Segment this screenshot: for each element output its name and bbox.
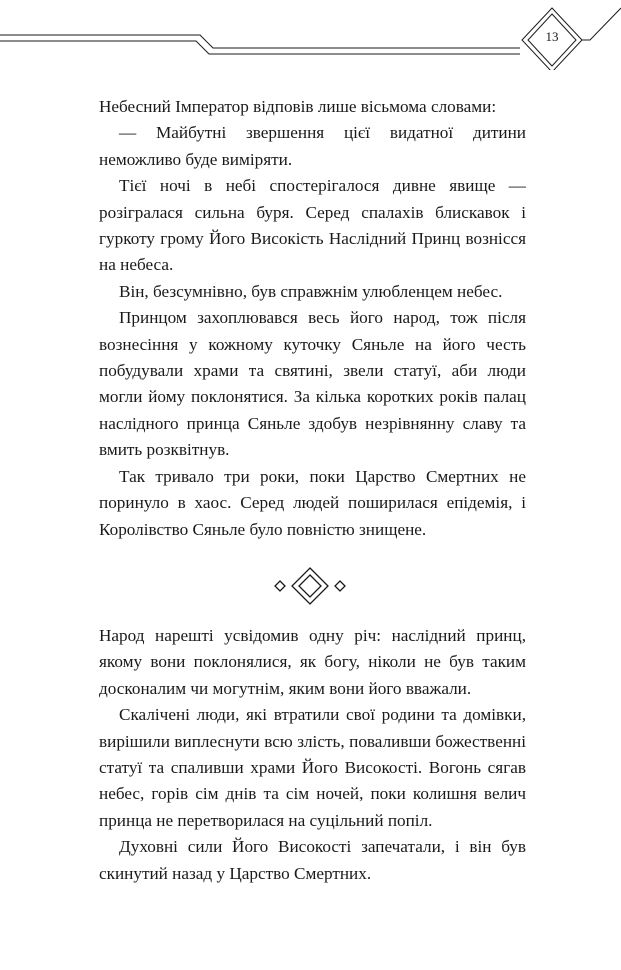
text-section-1	[99, 94, 526, 543]
paragraph: Скалічені люди, які втратили свої родини та домівки, вирішили виплеснути всю злість, поваливши божественні статуї та спаливши храми Його Високості. Вогонь сягав небес, горів сім днів та сім ночей, поки колишня велич принца не перетворилася на суцільний попіл.	[99, 705, 526, 830]
header-rule	[0, 0, 621, 70]
page-number: 13	[545, 29, 559, 44]
paragraph: — Майбутні звершення цієї видатної дитини неможливо буде виміряти.	[99, 123, 526, 169]
paragraph: Небесний Імператор відповів лише вісьмома словами:	[99, 97, 497, 116]
paragraph: Духовні сили Його Високості запечатали, і він був скинутий назад у Царство Смертних.	[99, 837, 526, 883]
paragraph: Так тривало три роки, поки Царство Смертних не поринуло в хаос. Серед людей поширилася епідемія, і Королівство Сяньле було повністю знищене.	[99, 466, 526, 539]
paragraph: Тієї ночі в небі спостерігалося дивне явище — розігралася сильна буря. Серед спалахів блискавок і гуркоту грому Його Високість Наслідний Принц вознісся на небеса.	[99, 176, 526, 275]
text-section-2	[99, 623, 526, 887]
paragraph: Народ нарешті усвідомив одну річ: наслідний принц, якому вони поклонялися, як богу, ніколи не був таким досконалим чи могутнім, яким вони його вважали.	[99, 626, 526, 698]
section-divider-ornament	[272, 566, 348, 606]
paragraph: Принцом захоплювався весь його народ, тож після вознесіння у кожному куточку Сяньле на його честь побудували храми та святині, звели статуї, аби люди могли йому поклонятися. За кілька коротких років палац наслідного принца Сяньле здобув незрівнянну славу та вмить розквітнув.	[99, 308, 526, 460]
paragraph: Він, безсумнівно, був справжнім улюбленцем небес.	[119, 281, 503, 301]
